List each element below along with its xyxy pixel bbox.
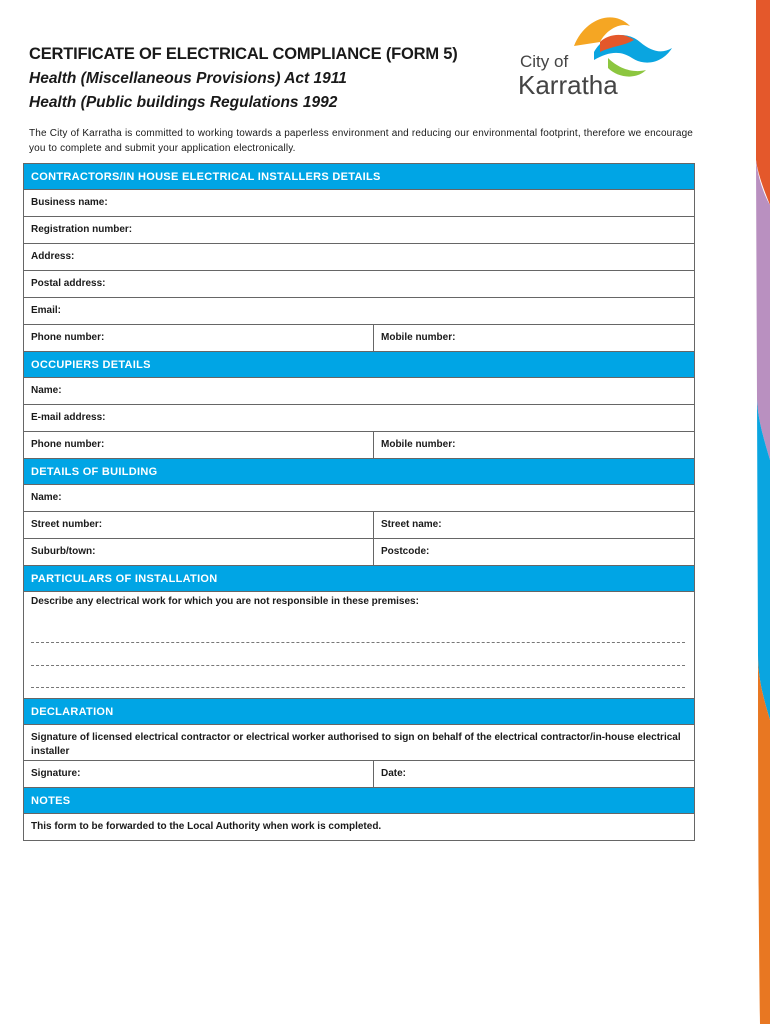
installation-section-header: PARTICULARS OF INSTALLATION — [24, 566, 694, 592]
business-name-label: Business name: — [31, 197, 108, 208]
occupier-name-label: Name: — [31, 385, 62, 396]
address-field[interactable] — [24, 244, 694, 271]
occupiers-section-header: OCCUPIERS DETAILS — [24, 352, 694, 378]
contractor-phone-row — [24, 325, 694, 352]
email-field[interactable] — [24, 298, 694, 325]
street-name-field[interactable]: Street name: — [381, 519, 442, 530]
installation-description-label: Describe any electrical work for which you are not responsible in these premises: — [31, 596, 419, 607]
building-name-field[interactable] — [24, 485, 694, 512]
declaration-section-header: DECLARATION — [24, 699, 694, 725]
notes-row — [24, 814, 694, 840]
writing-line — [31, 687, 685, 688]
occupier-name-field[interactable] — [24, 378, 694, 405]
street-number-field[interactable]: Street number: — [24, 512, 374, 538]
occupier-email-field[interactable] — [24, 405, 694, 432]
building-section-header: DETAILS OF BUILDING — [24, 459, 694, 485]
postcode-field[interactable]: Postcode: — [381, 546, 430, 557]
city-of-karratha-logo — [512, 12, 680, 104]
occupier-phone-row — [24, 432, 694, 459]
act-title-2: Health (Public buildings Regulations 1992 — [29, 94, 338, 111]
address-label: Address: — [31, 251, 75, 262]
suburb-row — [24, 539, 694, 566]
declaration-text: Signature of licensed electrical contractor or electrical worker authorised to sign on behalf of the electrical contractor/in-house electrical installer — [24, 725, 694, 761]
header — [29, 45, 509, 118]
suburb-field[interactable]: Suburb/town: — [24, 539, 374, 565]
signature-field[interactable]: Signature: — [24, 761, 374, 787]
writing-line — [31, 665, 685, 666]
logo-line2: Karratha — [518, 70, 618, 100]
notes-section-header: NOTES — [24, 788, 694, 814]
business-name-field[interactable] — [24, 190, 694, 217]
side-ribbon — [728, 0, 770, 1024]
registration-number-label: Registration number: — [31, 224, 133, 235]
street-row — [24, 512, 694, 539]
signature-row — [24, 761, 694, 788]
occupier-mobile-field[interactable]: Mobile number: — [381, 439, 456, 450]
logo-line1: City of — [520, 52, 569, 71]
registration-number-field[interactable] — [24, 217, 694, 244]
contractor-mobile-field[interactable]: Mobile number: — [381, 332, 456, 343]
notes-text: This form to be forwarded to the Local Authority when work is completed. — [31, 821, 382, 832]
contractors-section-header: CONTRACTORS/IN HOUSE ELECTRICAL INSTALLERS DETAILS — [24, 164, 694, 190]
building-name-label: Name: — [31, 492, 62, 503]
writing-line — [31, 642, 685, 643]
act-title-1: Health (Miscellaneous Provisions) Act 1911 — [29, 70, 347, 87]
intro-text: The City of Karratha is committed to working towards a paperless environment and reducing our environmental footprint, therefore we encourage you to complete and submit your application electronically. — [29, 128, 693, 154]
contractor-phone-field[interactable]: Phone number: — [24, 325, 374, 351]
date-field[interactable]: Date: — [381, 768, 407, 779]
occupier-email-label: E-mail address: — [31, 412, 106, 423]
occupier-phone-field[interactable]: Phone number: — [24, 432, 374, 458]
compliance-form — [23, 163, 695, 841]
postal-address-field[interactable] — [24, 271, 694, 298]
installation-description-field[interactable] — [24, 592, 694, 699]
postal-address-label: Postal address: — [31, 278, 106, 289]
form-title: CERTIFICATE OF ELECTRICAL COMPLIANCE (FORM 5) — [29, 45, 458, 63]
email-label: Email: — [31, 305, 62, 316]
